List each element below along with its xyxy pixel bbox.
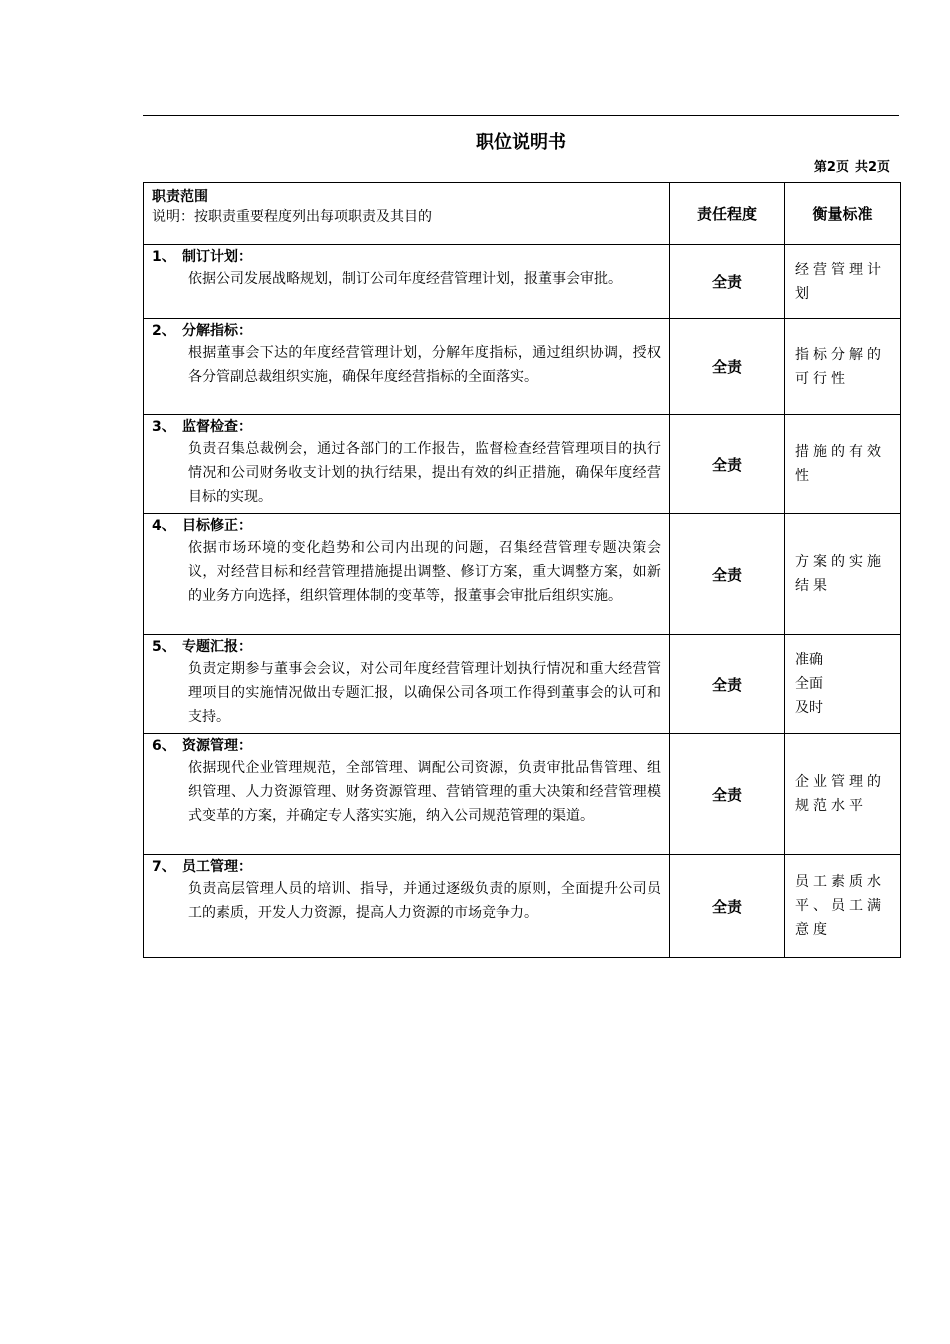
duty-description: 依据现代企业管理规范，全部管理、调配公司资源，负责审批品售管理、组织管理、人力资源管理、财务资源管理、营销管理的重大决策和经营管理模式变革的方案，并确定专人落实实施，纳入公司规范管理的渠道。 — [188, 760, 661, 824]
duty-name: 制订计划： — [182, 249, 252, 265]
measure-line: 全面 — [795, 676, 823, 692]
duty-number: 5、 — [152, 639, 176, 655]
duty-name: 专题汇报： — [182, 639, 252, 655]
table-row — [144, 319, 901, 415]
duty-number: 6、 — [152, 738, 176, 754]
duty-cell — [144, 415, 670, 514]
measure-line: 及时 — [795, 700, 823, 716]
duty-number: 4、 — [152, 518, 176, 534]
duty-measure: 方案的实施结果 — [785, 514, 901, 635]
table-row — [144, 514, 901, 635]
table-row — [144, 855, 901, 958]
duty-number: 7、 — [152, 859, 176, 875]
duty-description: 负责定期参与董事会会议，对公司年度经营管理计划执行情况和重大经营管理项目的实施情况做出专题汇报，以确保公司各项工作得到董事会的认可和支持。 — [188, 661, 661, 725]
duty-description: 根据董事会下达的年度经营管理计划，分解年度指标，通过组织协调，授权各分管副总裁组织实施，确保年度经营指标的全面落实。 — [188, 345, 661, 385]
duty-level: 全责 — [670, 245, 785, 319]
header-rule — [143, 115, 899, 116]
measure-header: 衡量标准 — [785, 183, 901, 245]
duty-measure: 指标分解的可行性 — [785, 319, 901, 415]
duty-name: 目标修正： — [182, 518, 252, 534]
duty-number: 3、 — [152, 419, 176, 435]
page-title: 职位说明书 — [476, 132, 566, 153]
duty-description: 依据市场环境的变化趋势和公司内出现的问题，召集经营管理专题决策会议，对经营目标和经营管理措施提出调整、修订方案，重大调整方案，如新的业务方向选择，组织管理体制的变革等，报董事会审批后组织实施。 — [188, 540, 661, 604]
duty-level: 全责 — [670, 415, 785, 514]
duty-description: 负责召集总裁例会，通过各部门的工作报告，监督检查经营管理项目的执行情况和公司财务收支计划的执行结果，提出有效的纠正措施，确保年度经营目标的实现。 — [188, 441, 661, 505]
duty-number: 2、 — [152, 323, 176, 339]
duty-level: 全责 — [670, 855, 785, 958]
page-current: 第2页 — [813, 160, 849, 175]
duty-cell — [144, 734, 670, 855]
duty-measure: 员工素质水平、员工满意度 — [785, 855, 901, 958]
table-header-row — [144, 183, 901, 245]
page-total: 共2页 — [854, 160, 890, 175]
duty-cell — [144, 245, 670, 319]
duty-measure — [785, 635, 901, 734]
scope-note: 说明：按职责重要程度列出每项职责及其目的 — [152, 209, 432, 225]
level-header: 责任程度 — [670, 183, 785, 245]
duty-description: 依据公司发展战略规划，制订公司年度经营管理计划，报董事会审批。 — [188, 271, 622, 287]
duty-cell — [144, 514, 670, 635]
page-indicator — [808, 156, 890, 175]
duty-name: 监督检查： — [182, 419, 252, 435]
duty-cell — [144, 635, 670, 734]
duty-cell — [144, 855, 670, 958]
table-row — [144, 415, 901, 514]
duty-number: 1、 — [152, 249, 176, 265]
duty-name: 员工管理： — [182, 859, 252, 875]
duty-measure: 措施的有效性 — [785, 415, 901, 514]
duty-description: 负责高层管理人员的培训、指导，并通过逐级负责的原则，全面提升公司员工的素质，开发人力资源，提高人力资源的市场竞争力。 — [188, 881, 661, 921]
table-row — [144, 734, 901, 855]
duty-measure: 经营管理计划 — [785, 245, 901, 319]
duty-level: 全责 — [670, 635, 785, 734]
table-row — [144, 635, 901, 734]
duty-level: 全责 — [670, 319, 785, 415]
scope-header-cell — [144, 183, 670, 245]
duty-name: 资源管理： — [182, 738, 252, 754]
measure-line: 准确 — [795, 652, 823, 668]
table-row — [144, 245, 901, 319]
duties-table — [143, 182, 901, 958]
duty-level: 全责 — [670, 514, 785, 635]
scope-title: 职责范围 — [152, 189, 208, 205]
duty-level: 全责 — [670, 734, 785, 855]
duty-cell — [144, 319, 670, 415]
duty-name: 分解指标： — [182, 323, 252, 339]
duty-measure: 企业管理的规范水平 — [785, 734, 901, 855]
